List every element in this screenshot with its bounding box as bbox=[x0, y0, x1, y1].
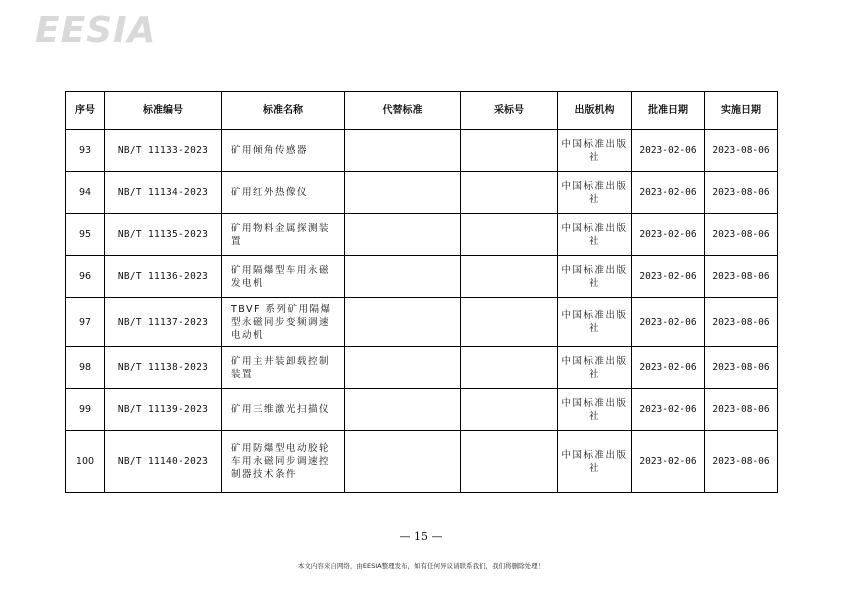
cell-standard-code: NB/T 11140-2023 bbox=[105, 431, 222, 493]
cell-approval-date: 2023-02-06 bbox=[632, 256, 705, 298]
footer-note: 本文内容来自网络，由EESIA整理发布，如有任何异议请联系我们，我们将删除处理！ bbox=[297, 562, 545, 570]
cell-approval-date: 2023-02-06 bbox=[632, 389, 705, 431]
cell-serial-number: 95 bbox=[66, 214, 105, 256]
cell-publisher: 中国标准出版社 bbox=[558, 389, 632, 431]
cell-standard-code: NB/T 11135-2023 bbox=[105, 214, 222, 256]
cell-approval-date: 2023-02-06 bbox=[632, 431, 705, 493]
cell-adopted-standard bbox=[461, 298, 558, 347]
page-number: — 15 — bbox=[399, 530, 443, 543]
cell-effective-date: 2023-08-06 bbox=[705, 130, 778, 172]
cell-replaced-standard bbox=[345, 347, 461, 389]
table-row bbox=[66, 172, 778, 214]
table-row bbox=[66, 256, 778, 298]
cell-approval-date: 2023-02-06 bbox=[632, 298, 705, 347]
header-replaced-standard: 代替标准 bbox=[345, 92, 461, 130]
cell-approval-date: 2023-02-06 bbox=[632, 130, 705, 172]
cell-effective-date: 2023-08-06 bbox=[705, 347, 778, 389]
cell-approval-date: 2023-02-06 bbox=[632, 347, 705, 389]
cell-adopted-standard bbox=[461, 172, 558, 214]
cell-serial-number: 100 bbox=[66, 431, 105, 493]
cell-replaced-standard bbox=[345, 130, 461, 172]
cell-standard-name: 矿用三维激光扫描仪 bbox=[222, 389, 345, 431]
cell-serial-number: 97 bbox=[66, 298, 105, 347]
cell-standard-name: 矿用主井装卸载控制装置 bbox=[222, 347, 345, 389]
cell-serial-number: 99 bbox=[66, 389, 105, 431]
cell-serial-number: 93 bbox=[66, 130, 105, 172]
cell-approval-date: 2023-02-06 bbox=[632, 172, 705, 214]
cell-publisher: 中国标准出版社 bbox=[558, 214, 632, 256]
cell-effective-date: 2023-08-06 bbox=[705, 389, 778, 431]
cell-adopted-standard bbox=[461, 214, 558, 256]
header-standard-name: 标准名称 bbox=[222, 92, 345, 130]
cell-standard-code: NB/T 11138-2023 bbox=[105, 347, 222, 389]
cell-approval-date: 2023-02-06 bbox=[632, 214, 705, 256]
header-publisher: 出版机构 bbox=[558, 92, 632, 130]
cell-publisher: 中国标准出版社 bbox=[558, 172, 632, 214]
cell-replaced-standard bbox=[345, 172, 461, 214]
cell-standard-code: NB/T 11133-2023 bbox=[105, 130, 222, 172]
table-row bbox=[66, 389, 778, 431]
cell-serial-number: 96 bbox=[66, 256, 105, 298]
cell-publisher: 中国标准出版社 bbox=[558, 431, 632, 493]
eesia-watermark-logo: EESIA bbox=[35, 10, 157, 51]
header-approval-date: 批准日期 bbox=[632, 92, 705, 130]
table-row bbox=[66, 130, 778, 172]
cell-standard-name: 矿用防爆型电动胶轮车用永磁同步调速控制器技术条件 bbox=[222, 431, 345, 493]
cell-standard-name: 矿用红外热像仪 bbox=[222, 172, 345, 214]
table-row bbox=[66, 347, 778, 389]
cell-effective-date: 2023-08-06 bbox=[705, 431, 778, 493]
cell-adopted-standard bbox=[461, 130, 558, 172]
cell-adopted-standard bbox=[461, 256, 558, 298]
table-row bbox=[66, 214, 778, 256]
cell-standard-code: NB/T 11137-2023 bbox=[105, 298, 222, 347]
cell-replaced-standard bbox=[345, 389, 461, 431]
cell-adopted-standard bbox=[461, 389, 558, 431]
cell-standard-code: NB/T 11134-2023 bbox=[105, 172, 222, 214]
standards-table bbox=[65, 91, 778, 493]
cell-publisher: 中国标准出版社 bbox=[558, 130, 632, 172]
cell-standard-code: NB/T 11139-2023 bbox=[105, 389, 222, 431]
cell-replaced-standard bbox=[345, 298, 461, 347]
cell-standard-code: NB/T 11136-2023 bbox=[105, 256, 222, 298]
cell-standard-name: TBVF 系列矿用隔爆型永磁同步变频调速电动机 bbox=[222, 298, 345, 347]
header-serial-number: 序号 bbox=[66, 92, 105, 130]
cell-standard-name: 矿用物料金属探测装置 bbox=[222, 214, 345, 256]
cell-publisher: 中国标准出版社 bbox=[558, 298, 632, 347]
cell-serial-number: 98 bbox=[66, 347, 105, 389]
table-row bbox=[66, 298, 778, 347]
cell-effective-date: 2023-08-06 bbox=[705, 214, 778, 256]
cell-effective-date: 2023-08-06 bbox=[705, 172, 778, 214]
table-header-row bbox=[66, 92, 778, 130]
cell-replaced-standard bbox=[345, 431, 461, 493]
table-row bbox=[66, 431, 778, 493]
cell-publisher: 中国标准出版社 bbox=[558, 256, 632, 298]
cell-publisher: 中国标准出版社 bbox=[558, 347, 632, 389]
header-standard-code: 标准编号 bbox=[105, 92, 222, 130]
cell-replaced-standard bbox=[345, 256, 461, 298]
header-effective-date: 实施日期 bbox=[705, 92, 778, 130]
header-adopted-standard: 采标号 bbox=[461, 92, 558, 130]
cell-standard-name: 矿用倾角传感器 bbox=[222, 130, 345, 172]
cell-serial-number: 94 bbox=[66, 172, 105, 214]
cell-effective-date: 2023-08-06 bbox=[705, 256, 778, 298]
cell-replaced-standard bbox=[345, 214, 461, 256]
cell-adopted-standard bbox=[461, 431, 558, 493]
cell-adopted-standard bbox=[461, 347, 558, 389]
cell-effective-date: 2023-08-06 bbox=[705, 298, 778, 347]
cell-standard-name: 矿用隔爆型车用永磁发电机 bbox=[222, 256, 345, 298]
